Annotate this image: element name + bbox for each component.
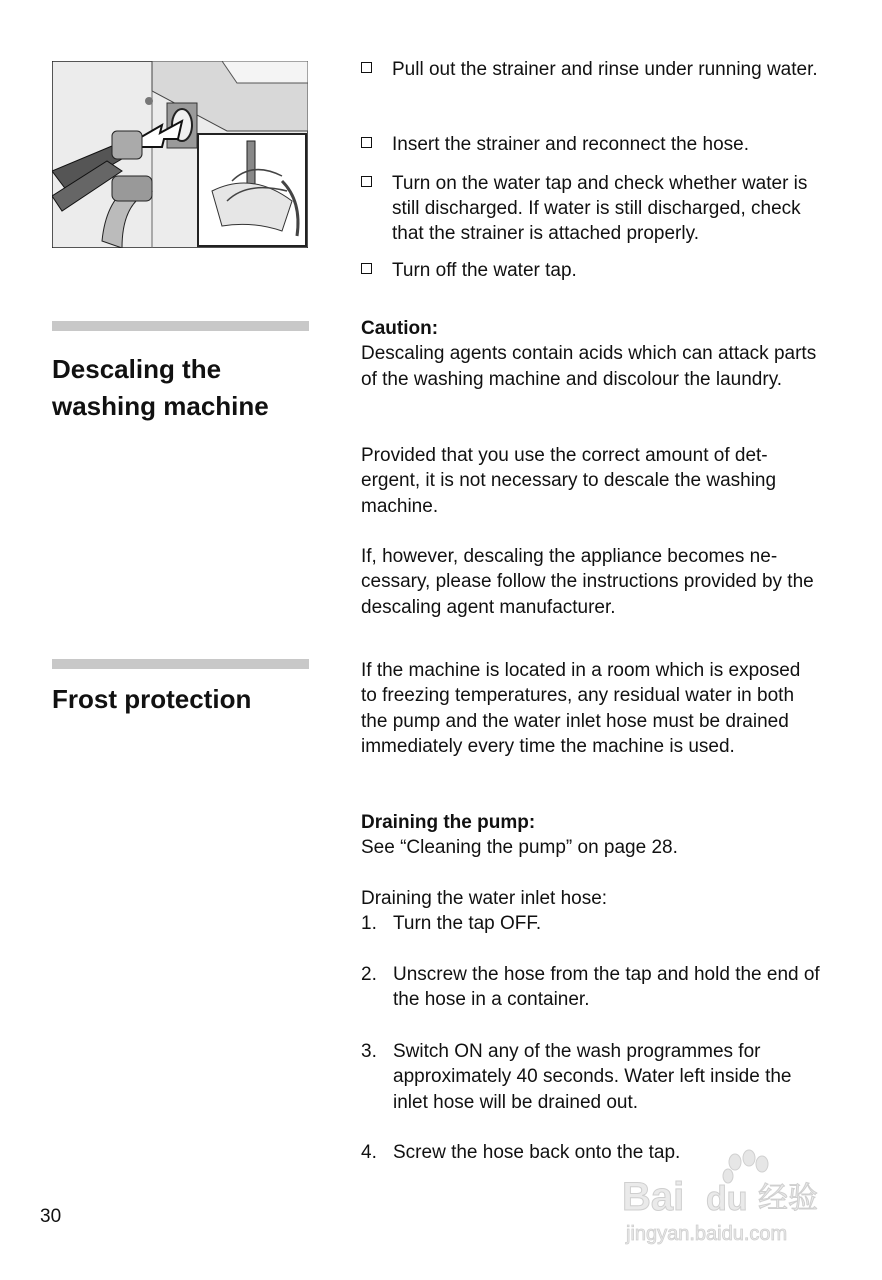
strainer-cleaning-illustration [52, 61, 308, 248]
baidu-watermark-logo [622, 1148, 832, 1248]
caution-block [361, 316, 821, 392]
checkbox-bullet-icon [361, 263, 372, 274]
checkbox-bullet-icon [361, 137, 372, 148]
step-text: Screw the hose back onto the tap. [393, 1142, 681, 1163]
checkbox-bullet-icon [361, 176, 372, 187]
caution-text: Descaling agents contain acids which can attack parts of the washing machine and discolour the laundry. [361, 343, 817, 390]
page-number: 30 [40, 1206, 62, 1227]
descaling-paragraph: Provided that you use the correct amount of det- ergent, it is not necessary to descale the washing machine. [361, 445, 777, 517]
frost-intro: If the machine is located in a room which is exposed to freezing temperatures, any residual water in both the pump and the water inlet hose must be drained immediately every time the machine is used. [361, 660, 801, 757]
hose-step [361, 1039, 821, 1115]
checkbox-bullet-icon [361, 62, 372, 73]
step-number: 2. [361, 964, 377, 985]
step-item [361, 57, 831, 82]
step-text: Insert the strainer and reconnect the hose. [392, 134, 749, 155]
section-divider [52, 321, 309, 331]
step-text: Pull out the strainer and rinse under running water. [392, 59, 818, 80]
section-heading-descaling: Descaling the washing machine [52, 354, 269, 421]
step-number: 4. [361, 1142, 377, 1163]
step-number: 3. [361, 1041, 377, 1062]
watermark-label: 经验 [758, 1181, 818, 1216]
section-divider [52, 659, 309, 669]
step-text: Turn on the water tap and check whether water is still discharged. If water is still discharged, check that the strainer is attached properly. [392, 173, 808, 244]
step-item [361, 132, 831, 157]
caution-label: Caution: [361, 318, 439, 339]
watermark-brand-suffix: du [706, 1180, 748, 1218]
step-text: Switch ON any of the wash programmes for approximately 40 seconds. Water left inside the inlet hose will be drained out. [393, 1041, 792, 1113]
watermark-url: jingyan.baidu.com [626, 1223, 788, 1245]
pump-block [361, 810, 821, 861]
hose-step [361, 962, 821, 1013]
step-text: Turn off the water tap. [392, 260, 577, 281]
section-heading-frost: Frost protection [52, 684, 252, 714]
descaling-paragraph: If, however, descaling the appliance becomes ne- cessary, please follow the instructions provided by the descaling agent manufacturer. [361, 546, 814, 618]
step-text: Turn the tap OFF. [393, 913, 542, 934]
hose-step [361, 911, 821, 936]
pump-label: Draining the pump: [361, 812, 536, 833]
step-item [361, 171, 831, 246]
watermark-brand: Bai [622, 1175, 685, 1219]
pump-text: See “Cleaning the pump” on page 28. [361, 837, 678, 859]
step-number: 1. [361, 913, 377, 934]
hose-label: Draining the water inlet hose: [361, 888, 608, 909]
step-item [361, 258, 831, 283]
step-text: Unscrew the hose from the tap and hold the end of the hose in a container. [393, 964, 820, 1011]
